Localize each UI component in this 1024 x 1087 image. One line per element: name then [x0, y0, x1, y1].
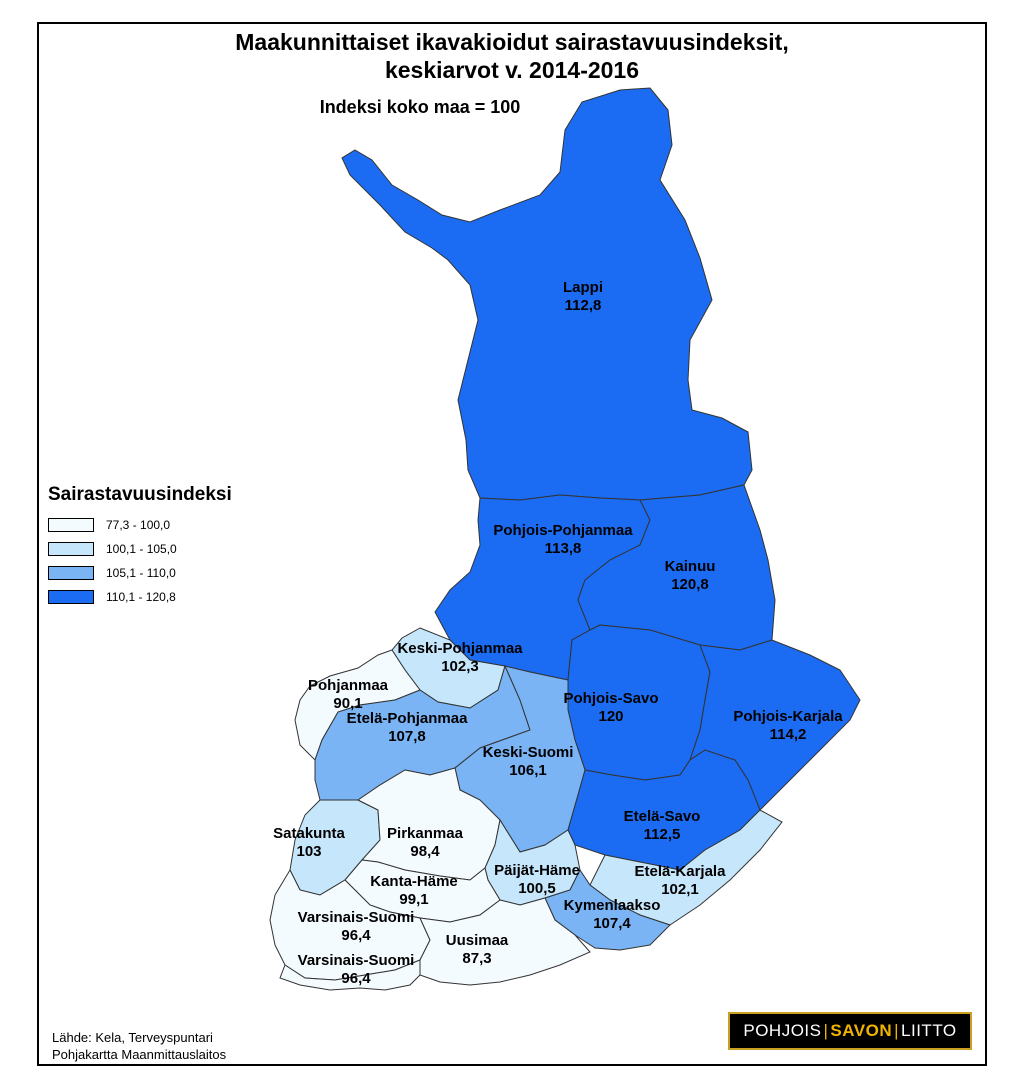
- region-name-label: Kymenlaakso: [563, 897, 661, 914]
- region-value-label: 96,4: [341, 927, 371, 944]
- region-name-label: Pohjois-Pohjanmaa: [493, 522, 633, 539]
- region-name-label: Kanta-Häme: [370, 873, 458, 890]
- legend-label: 110,1 - 120,8: [106, 590, 176, 604]
- region-name-label: Pohjois-Karjala: [733, 708, 843, 725]
- region-name-label: Uusimaa: [445, 932, 509, 949]
- logo-part-2: SAVON: [830, 1021, 893, 1040]
- region-value-label: 114,2: [769, 726, 807, 743]
- region-value-label: 98,4: [410, 843, 440, 860]
- region-name-label: Lappi: [563, 279, 603, 296]
- source-line-2: Pohjakartta Maanmittauslaitos: [52, 1047, 227, 1062]
- region-name-label: Etelä-Karjala: [634, 863, 726, 880]
- region-value-label: 99,1: [399, 891, 429, 908]
- map-subtitle: Indeksi koko maa = 100: [319, 97, 521, 117]
- region-value-label: 106,1: [509, 762, 547, 779]
- region-value-label: 100,5: [518, 880, 556, 897]
- logo-part-1: POHJOIS: [743, 1021, 822, 1040]
- region-value-label: 112,8: [564, 297, 602, 314]
- logo-part-3: LIITTO: [901, 1021, 957, 1040]
- region-value-label: 120,8: [671, 576, 709, 593]
- region-value-label: 107,8: [388, 728, 426, 745]
- region-name-label: Pohjanmaa: [307, 677, 389, 694]
- region-name-label: Satakunta: [273, 825, 345, 842]
- region-name-label: Kainuu: [664, 558, 716, 575]
- region-name-label: Etelä-Pohjanmaa: [346, 710, 468, 727]
- region-value-label: 87,3: [462, 950, 492, 967]
- map-title-line1: Maakunnittaiset ikavakioidut sairastavuusindeksit,: [235, 29, 789, 55]
- legend-swatch: [48, 590, 94, 604]
- legend-swatch: [48, 518, 94, 532]
- region-name-label: Päijät-Häme: [494, 862, 580, 879]
- region-name-label: Keski-Pohjanmaa: [397, 640, 523, 657]
- region-name-label: Pohjois-Savo: [563, 690, 659, 707]
- pohjois-savon-liitto-logo: POHJOIS | SAVON | LIITTO: [728, 1012, 972, 1050]
- legend-swatch: [48, 566, 94, 580]
- region-value-label: 112,5: [643, 826, 681, 843]
- region-name-label: Varsinais-Suomi: [297, 952, 415, 969]
- region-name-label: Varsinais-Suomi: [297, 909, 415, 926]
- region-lappi[interactable]: [342, 88, 752, 500]
- region-value-label: 102,3: [441, 658, 479, 675]
- region-value-label: 96,4: [341, 970, 371, 987]
- legend-swatch: [48, 542, 94, 556]
- region-value-label: 113,8: [544, 540, 582, 557]
- legend-label: 77,3 - 100,0: [106, 518, 171, 532]
- region-value-label: 107,4: [593, 915, 631, 932]
- region-name-label: Keski-Suomi: [482, 744, 574, 761]
- region-name-label: Pirkanmaa: [387, 825, 463, 842]
- region-value-label: 120: [598, 708, 624, 725]
- map-title-line2: keskiarvot v. 2014-2016: [384, 57, 640, 83]
- legend-label: 105,1 - 110,0: [106, 566, 176, 580]
- region-name-label: Etelä-Savo: [623, 808, 701, 825]
- region-value-label: 102,1: [661, 881, 699, 898]
- region-value-label: 90,1: [333, 695, 363, 712]
- legend-label: 100,1 - 105,0: [106, 542, 177, 556]
- source-line-1: Lähde: Kela, Terveyspuntari: [52, 1030, 213, 1045]
- region-value-label: 103: [296, 843, 322, 860]
- legend-title: Sairastavuusindeksi: [48, 484, 232, 505]
